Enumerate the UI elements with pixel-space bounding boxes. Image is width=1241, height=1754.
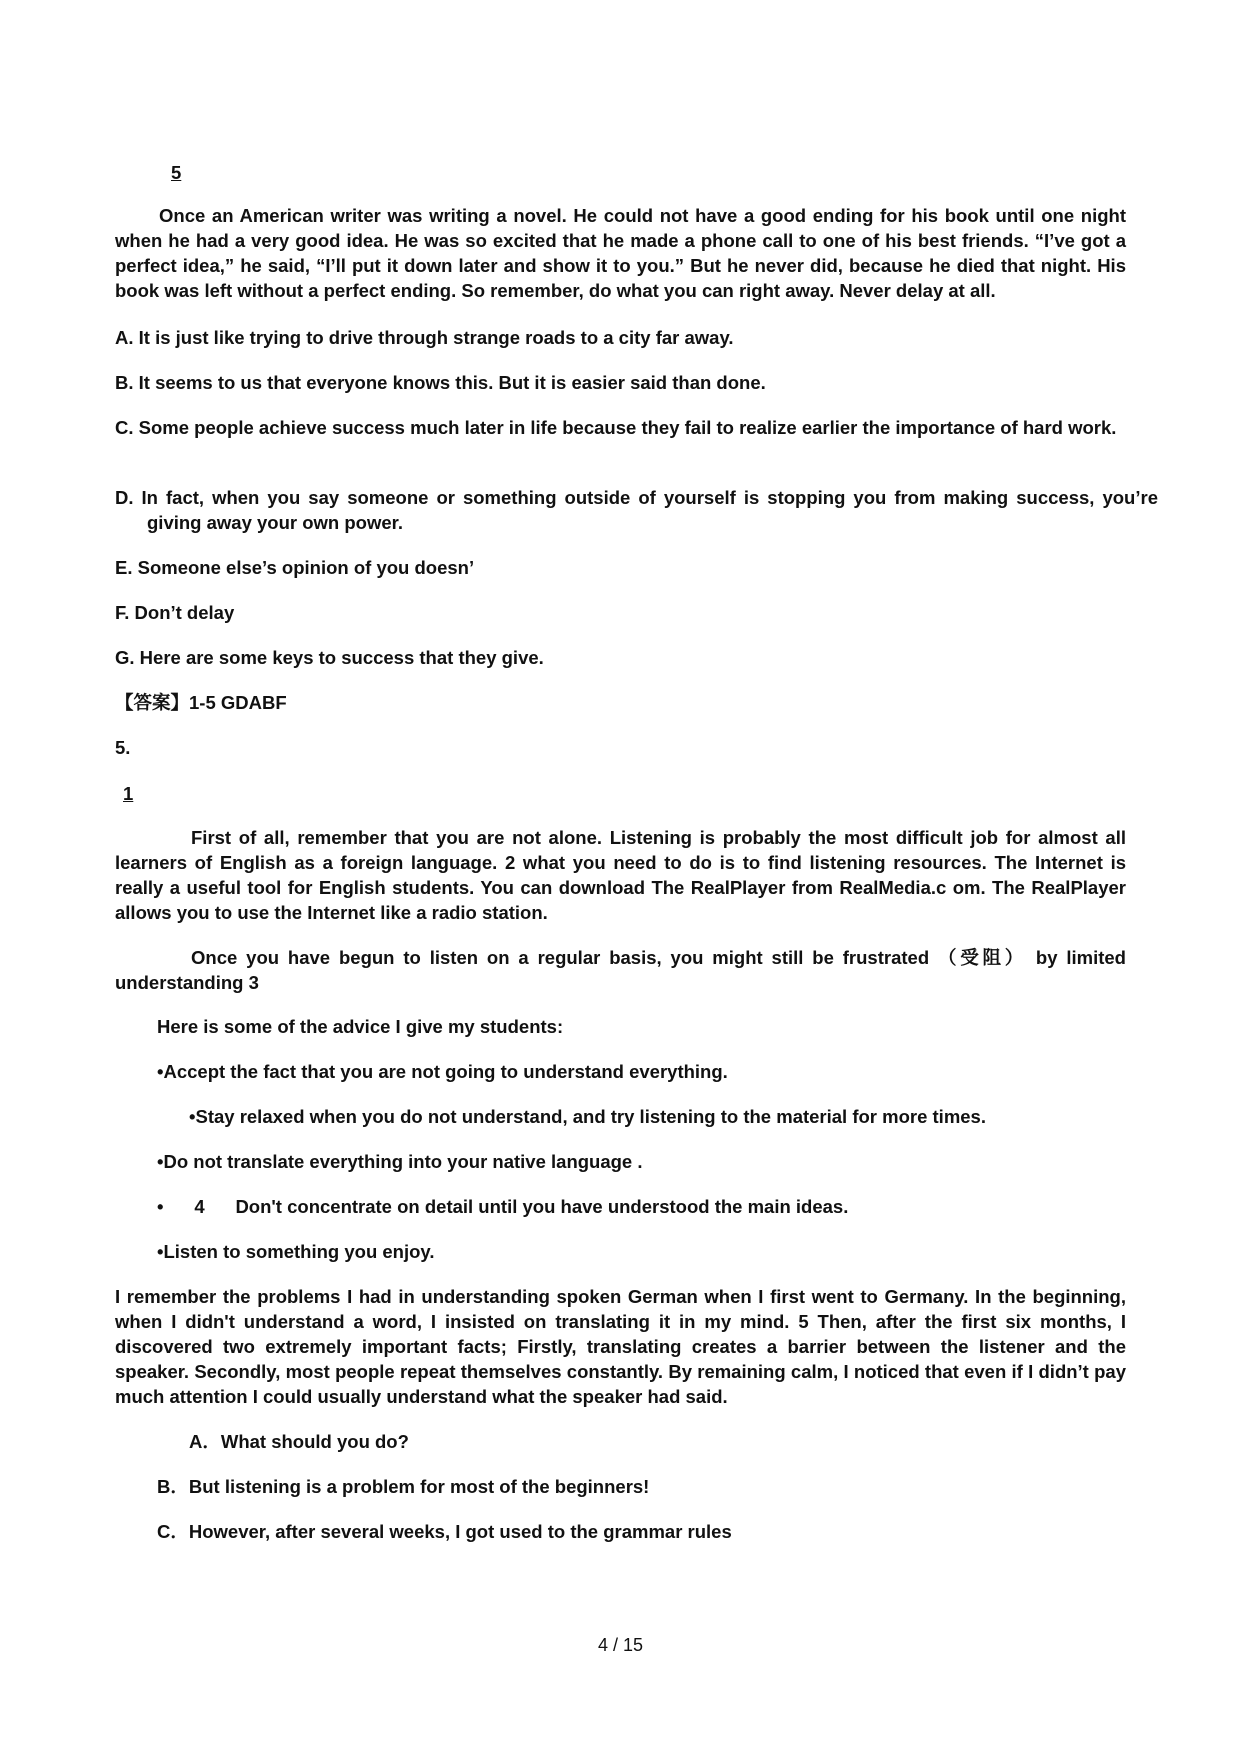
- blank-number: 1: [123, 783, 134, 804]
- option-b: B．But listening is a problem for most of the beginners!: [157, 1476, 650, 1497]
- advice-intro: Here is some of the advice I give my students:: [157, 1016, 564, 1037]
- blank-number: 5: [171, 162, 182, 183]
- option-c: C. Some people achieve success much later in life because they fail to realize earlier the importance of hard work.: [115, 417, 1117, 438]
- passage-paragraph-2: Once you have begun to listen on a regular basis, you might still be frustrated （受阻） by limited understanding 3: [115, 947, 1126, 993]
- option-g: G. Here are some keys to success that they give.: [115, 647, 544, 668]
- advice-bullet: •Listen to something you enjoy.: [157, 1241, 435, 1262]
- option-e: E. Someone else’s opinion of you doesn’: [115, 557, 475, 578]
- answer-key: 【答案】1-5 GDABF: [115, 692, 287, 713]
- passage-paragraph-3: I remember the problems I had in understanding spoken German when I first went to Germany. In the beginning, when I didn't understand a word, I insisted on translating it in my mind. 5 Then, after the first six months, I discovered two extremely important facts; Firstly, translating creates a barrier between the listener and the speaker. Secondly, most people repeat themselves constantly. By remaining calm, I noticed that even if I didn’t pay much attention I could usually understand what the speaker had said.: [115, 1286, 1126, 1407]
- option-a: A．What should you do?: [189, 1431, 409, 1452]
- option-a: A. It is just like trying to drive through strange roads to a city far away.: [115, 327, 734, 348]
- blank-5: [157, 160, 181, 185]
- question-number: 5.: [115, 737, 131, 758]
- passage-paragraph: Once an American writer was writing a novel. He could not have a good ending for his book until one night when he had a very good idea. He was so excited that he made a phone call to one of his best friends. “I’ve got a perfect idea,” he said, “I’ll put it down later and show it to you.” But he never did, because he died that night. His book was left without a perfect ending. So remember, do what you can right away. Never delay at all.: [115, 205, 1126, 301]
- advice-bullet: •Accept the fact that you are not going to understand everything.: [157, 1061, 728, 1082]
- option-d: D. In fact, when you say someone or something outside of yourself is stopping you from making success, you’re giving away your own power.: [115, 487, 1158, 533]
- page-number: 4 / 15: [597, 1635, 644, 1655]
- advice-bullet: •Do not translate everything into your native language .: [157, 1151, 643, 1172]
- option-f: F. Don’t delay: [115, 602, 235, 623]
- advice-bullet: •Stay relaxed when you do not understand, and try listening to the material for more times.: [189, 1106, 986, 1127]
- option-c: C．However, after several weeks, I got used to the grammar rules: [157, 1521, 732, 1542]
- option-b: B. It seems to us that everyone knows this. But it is easier said than done.: [115, 372, 766, 393]
- advice-bullet: • 4 Don't concentrate on detail until you have understood the main ideas.: [157, 1196, 849, 1217]
- passage-paragraph-1: First of all, remember that you are not alone. Listening is probably the most difficult job for almost all learners of English as a foreign language. 2 what you need to do is to find listening resources. The Internet is really a useful tool for English students. You can download The RealPlayer from RealMedia.c om. The RealPlayer allows you to use the Internet like a radio station.: [115, 827, 1126, 923]
- title-blank: [115, 781, 139, 806]
